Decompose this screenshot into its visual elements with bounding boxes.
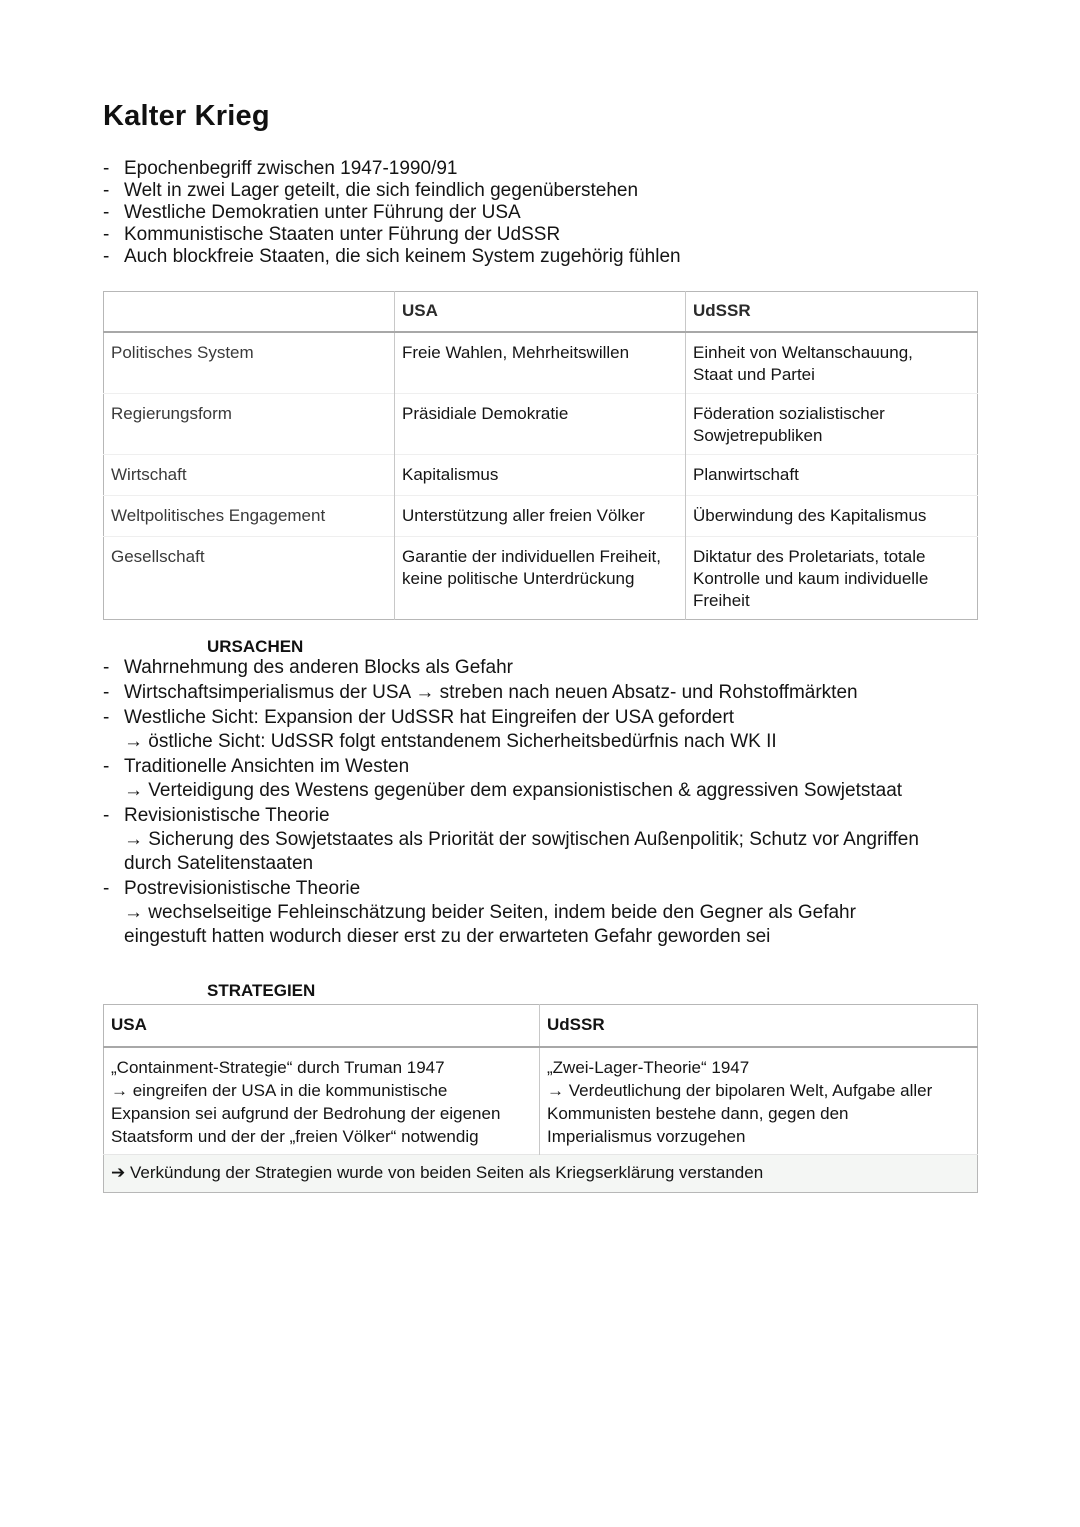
cell-line: Sowjetrepubliken bbox=[693, 425, 823, 445]
cell-line: Föderation sozialistischer bbox=[693, 403, 885, 423]
cell-usa bbox=[395, 536, 686, 619]
table-row bbox=[104, 454, 978, 495]
cell-usa bbox=[395, 393, 686, 454]
list-item: - Epochenbegriff zwischen 1947-1990/91 bbox=[103, 158, 681, 180]
cause-text: Postrevisionistische Theorie bbox=[124, 878, 361, 899]
cell-line: Garantie der individuellen Freiheit, bbox=[402, 546, 661, 566]
cause-sub: durch Satelitenstaaten bbox=[124, 853, 314, 874]
cause-sub: → östliche Sicht: UdSSR folgt entstandenem Sicherheitsbedürfnis nach WK II bbox=[124, 731, 777, 752]
cause-sub: → Sicherung des Sowjetstaates als Priorität der sowjtischen Außenpolitik; Schutz vor Angriffen bbox=[124, 829, 919, 850]
cause-text: Revisionistische Theorie bbox=[124, 805, 330, 826]
cause-text: Wirtschaftsimperialismus der USA → streben nach neuen Absatz- und Rohstoffmärkten bbox=[124, 682, 858, 703]
cell-usa bbox=[395, 332, 686, 394]
cell-line: Überwindung des Kapitalismus bbox=[693, 505, 927, 525]
row-label: Wirtschaft bbox=[104, 454, 395, 495]
table-header-row bbox=[104, 1005, 978, 1047]
row-label: Regierungsform bbox=[104, 393, 395, 454]
table-row bbox=[104, 536, 978, 619]
cell-line: Kommunisten bestehe dann, gegen den bbox=[547, 1103, 849, 1123]
page-title: Kalter Krieg bbox=[103, 100, 270, 132]
cell-line: Freiheit bbox=[693, 590, 750, 610]
list-item: - Westliche Demokratien unter Führung der USA bbox=[103, 202, 681, 224]
cell-line: → Verdeutlichung der bipolaren Welt, Aufgabe aller bbox=[547, 1080, 933, 1100]
cause-text: Wahrnehmung des anderen Blocks als Gefahr bbox=[124, 657, 514, 678]
cell-udssr bbox=[686, 536, 978, 619]
list-item bbox=[103, 804, 983, 876]
cell-udssr bbox=[686, 495, 978, 536]
list-item bbox=[103, 681, 983, 705]
table-header-usa: USA bbox=[395, 292, 686, 332]
cell-udssr bbox=[540, 1047, 978, 1155]
row-label: Gesellschaft bbox=[104, 536, 395, 619]
causes-list bbox=[103, 656, 983, 950]
cell-udssr bbox=[686, 393, 978, 454]
table-row bbox=[104, 332, 978, 394]
cell-line: Freie Wahlen, Mehrheitswillen bbox=[402, 342, 630, 362]
list-item: - Welt in zwei Lager geteilt, die sich feindlich gegenüberstehen bbox=[103, 180, 681, 202]
comparison-table bbox=[103, 291, 978, 620]
list-item bbox=[103, 706, 983, 754]
list-item bbox=[103, 877, 983, 949]
cell-line: „Containment-Strategie“ durch Truman 1947 bbox=[111, 1057, 445, 1077]
cell-line: Kapitalismus bbox=[402, 464, 499, 484]
cell-usa bbox=[104, 1047, 540, 1155]
table-header-udssr: UdSSR bbox=[540, 1005, 978, 1047]
cell-line: Kontrolle und kaum individuelle bbox=[693, 568, 929, 588]
table-row bbox=[104, 393, 978, 454]
cause-sub: → wechselseitige Fehleinschätzung beider Seiten, indem beide den Gegner als Gefahr bbox=[124, 902, 856, 923]
list-item bbox=[103, 755, 983, 803]
strategies-heading: STRATEGIEN bbox=[207, 981, 316, 1000]
cause-sub: → Verteidigung des Westens gegenüber dem expansionistischen & aggressiven Sowjetstaat bbox=[124, 780, 903, 801]
cell-line: Imperialismus vorzugehen bbox=[547, 1126, 746, 1146]
cause-text: Traditionelle Ansichten im Westen bbox=[124, 756, 410, 777]
list-item bbox=[103, 656, 983, 680]
intro-list bbox=[103, 158, 681, 268]
cell-line: Präsidiale Demokratie bbox=[402, 403, 569, 423]
causes-heading: URSACHEN bbox=[207, 637, 304, 656]
table-header-udssr: UdSSR bbox=[686, 292, 978, 332]
cell-line: Staatsform und der der „freien Völker“ notwendig bbox=[111, 1126, 479, 1146]
cell-line: Diktatur des Proletariats, totale bbox=[693, 546, 926, 566]
table-row bbox=[104, 1154, 978, 1192]
table-row bbox=[104, 1047, 978, 1155]
table-row bbox=[104, 495, 978, 536]
cell-usa bbox=[395, 495, 686, 536]
cell-line: „Zwei-Lager-Theorie“ 1947 bbox=[547, 1057, 750, 1077]
cell-usa bbox=[395, 454, 686, 495]
cell-line: keine politische Unterdrückung bbox=[402, 568, 635, 588]
cell-line: Einheit von Weltanschauung, bbox=[693, 342, 913, 362]
list-item: - Auch blockfreie Staaten, die sich keinem System zugehörig fühlen bbox=[103, 246, 681, 268]
row-label: Politisches System bbox=[104, 332, 395, 394]
table-header-row bbox=[104, 292, 978, 332]
list-item: - Kommunistische Staaten unter Führung der UdSSR bbox=[103, 224, 681, 246]
table-header-usa: USA bbox=[104, 1005, 540, 1047]
cause-sub: eingestuft hatten wodurch dieser erst zu der erwarteten Gefahr geworden sei bbox=[124, 926, 771, 947]
cell-line: Staat und Partei bbox=[693, 364, 815, 384]
cell-udssr bbox=[686, 332, 978, 394]
table-header-empty bbox=[104, 292, 395, 332]
cell-line: Unterstützung aller freien Völker bbox=[402, 505, 645, 525]
cell-udssr bbox=[686, 454, 978, 495]
strategies-table bbox=[103, 1004, 978, 1193]
cell-line: Expansion sei aufgrund der Bedrohung der eigenen bbox=[111, 1103, 501, 1123]
strategies-conclusion: ➔ Verkündung der Strategien wurde von beiden Seiten als Kriegserklärung verstanden bbox=[104, 1154, 978, 1192]
cell-line: → eingreifen der USA in die kommunistische bbox=[111, 1080, 448, 1100]
row-label: Weltpolitisches Engagement bbox=[104, 495, 395, 536]
cell-line: Planwirtschaft bbox=[693, 464, 799, 484]
cause-text: Westliche Sicht: Expansion der UdSSR hat Eingreifen der USA gefordert bbox=[124, 707, 735, 728]
